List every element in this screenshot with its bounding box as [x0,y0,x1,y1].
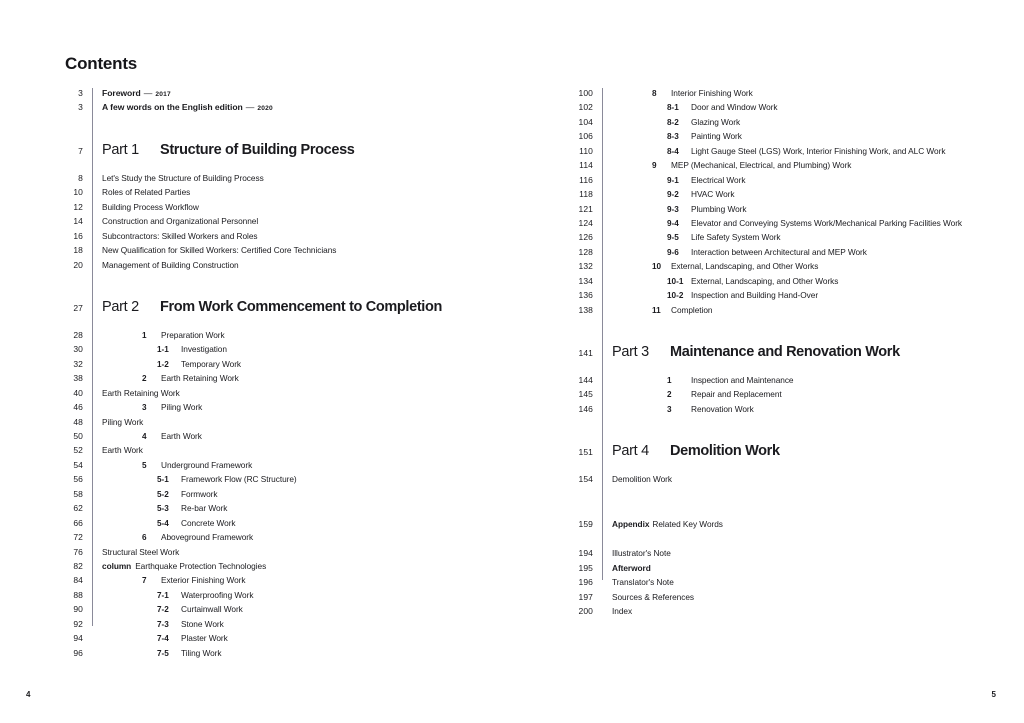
entry-label: Inspection and Maintenance [691,375,794,385]
page-number: 66 [73,517,83,528]
entry-label: Sources & References [612,591,695,602]
part-title: Structure of Building Process [160,141,355,158]
entry-number: 10-2 [667,291,684,301]
entry-number: 8 [652,89,657,98]
entry-label: Roles of Related Parties [102,187,191,198]
page-number: 154 [578,474,593,485]
page-number: 54 [73,459,83,470]
entry-label-bold: Appendix [612,518,650,529]
entry-number: 7 [142,576,147,586]
entry-label: Electrical Work [691,174,746,185]
toc-entry[interactable] [60,619,530,633]
page-number: 88 [73,589,83,600]
left-column [60,88,530,662]
toc-entry[interactable] [570,189,1000,203]
entry-label: Piling Work [102,416,144,427]
entry-label: Door and Window Work [691,102,778,113]
spacer [570,418,1000,443]
toc-entry[interactable] [60,431,530,445]
page-number: 106 [578,131,593,142]
page-number: 82 [73,560,83,571]
toc-entry[interactable] [60,260,530,274]
page-number: 136 [578,290,593,301]
toc-entry[interactable] [60,518,530,532]
entry-number: 7-1 [157,590,169,600]
toc-entry[interactable] [60,489,530,503]
page-number: 38 [73,373,83,384]
spacer [570,489,1000,504]
toc-entry[interactable] [570,474,1000,488]
entry-label: Interaction between Architectural and MEP Work [691,246,867,257]
page-number: 134 [578,275,593,286]
toc-entry[interactable] [60,561,530,575]
toc-entry[interactable] [60,216,530,230]
part-number: Part 1 [102,141,139,158]
toc-entry-english-edition-note[interactable] [60,102,530,116]
em-dash: — [143,88,153,98]
entry-number: 9-2 [667,190,679,200]
page-number: 76 [73,546,83,557]
page-number: 27 [73,302,83,313]
entry-number: 8-3 [667,132,679,142]
page-number: 62 [73,503,83,514]
entry-label: Earthquake Protection Technologies [135,560,267,571]
entry-label: Repair and Replacement [691,389,782,400]
entry-label: External, Landscaping, and Other Works [671,261,819,272]
toc-entry[interactable] [570,204,1000,218]
entry-number: 7-3 [157,619,169,629]
entry-number: 1-2 [157,359,169,369]
entry-number: 7-5 [157,648,169,658]
part-2-entry-list [60,330,530,662]
entry-year: 2017 [155,91,171,98]
entry-label: Waterproofing Work [181,589,254,600]
toc-entry-foreword[interactable] [60,88,530,102]
toc-entry[interactable] [60,330,530,344]
entry-number: 4 [142,432,147,441]
page-title: Contents [65,54,138,73]
toc-entry[interactable] [570,261,1000,275]
entry-number: 5-3 [157,504,169,514]
toc-entry[interactable] [60,575,530,589]
toc-entry[interactable] [60,187,530,201]
toc-entry[interactable] [570,563,1000,577]
entry-label: Earth Work [161,431,202,441]
entry-number: 9-3 [667,204,679,214]
entry-number: 3 [667,404,672,414]
entry-label: Management of Building Construction [102,259,239,270]
right-column [570,88,1000,620]
entry-label: Preparation Work [161,329,225,340]
folio-left: 4 [26,690,31,699]
page-number: 52 [73,445,83,456]
spacer [570,504,1000,519]
page-number: 118 [579,189,593,200]
entry-year: 2020 [257,105,273,113]
entry-label: Illustrator's Note [612,548,671,559]
toc-entry[interactable] [570,247,1000,261]
page-number: 84 [73,575,83,586]
spacer [60,274,530,299]
page-number: 132 [578,261,593,272]
entry-label: A few words on the English edition [102,102,243,113]
spacer [570,319,1000,344]
toc-entry[interactable] [60,417,530,431]
entry-label: Re-bar Work [181,503,228,514]
toc-entry[interactable] [60,604,530,618]
page-number: 3 [78,102,83,113]
page-number: 90 [73,604,83,615]
part-heading-part-2[interactable] [60,299,530,330]
entry-number: 9-6 [667,247,679,257]
page-number: 18 [73,245,83,256]
page-number: 50 [73,431,83,441]
entry-number: 11 [652,305,661,315]
part-number: Part 2 [102,298,139,315]
entry-number: 1 [667,376,672,385]
entry-number: 9 [652,161,657,171]
page-number: 196 [578,577,593,588]
page-number: 48 [73,416,83,427]
entry-number: 8-1 [667,103,679,113]
part-2-continued-list [570,88,1000,319]
page-number: 46 [73,402,83,413]
entry-label: Inspection and Building Hand-Over [691,290,819,301]
toc-entry[interactable] [570,290,1000,304]
folio-right: 5 [991,690,996,699]
entry-label: Curtainwall Work [181,604,243,615]
toc-entry[interactable] [570,606,1000,620]
entry-label: Stone Work [181,618,224,629]
entry-label: Renovation Work [691,403,754,414]
toc-entry[interactable] [60,373,530,387]
entry-label: Subcontractors: Skilled Workers and Roles [102,230,258,241]
entry-number: 9-5 [667,233,679,243]
entry-number: 3 [142,403,147,413]
page-number: 8 [78,172,83,183]
toc-entry[interactable] [60,202,530,216]
toc-entry[interactable] [60,648,530,662]
part-number: Part 4 [612,443,649,460]
entry-label: Foreword [102,88,141,98]
part-title: Demolition Work [670,443,780,460]
toc-entry[interactable] [570,519,1000,533]
entry-label: Life Safety System Work [691,232,781,243]
toc-entry[interactable] [570,592,1000,606]
entry-number: 2 [142,374,147,384]
entry-label: Interior Finishing Work [671,88,753,98]
entry-number: 1 [142,330,147,340]
page-number: 30 [73,344,83,355]
part-number: Part 3 [612,344,649,360]
entry-number: 5 [142,460,147,470]
toc-entry[interactable] [570,375,1000,389]
toc-entry[interactable] [570,175,1000,189]
entry-label: Earth Retaining Work [102,387,180,398]
entry-label: Related Key Words [652,518,723,529]
entry-number: 6 [142,533,147,543]
page-number: 72 [73,532,83,543]
entry-label: Plumbing Work [691,203,747,214]
em-dash: — [245,102,255,113]
page-number: 159 [578,518,593,529]
entry-label: Temporary Work [181,358,242,369]
toc-entry[interactable] [60,633,530,647]
page-number: 195 [578,562,593,573]
toc-entry[interactable] [60,590,530,604]
toc-entry[interactable] [570,146,1000,160]
entry-label: Structural Steel Work [102,546,180,557]
entry-label: Index [612,605,633,616]
page-number: 16 [73,230,83,241]
page-number: 126 [578,232,593,243]
page-number: 128 [578,246,593,257]
page-number: 138 [578,304,593,315]
entry-number: 7-2 [157,605,169,615]
entry-number: 10-1 [667,276,684,286]
page-number: 3 [78,88,83,98]
entry-number: 2 [667,390,672,400]
entry-label: Investigation [181,344,227,355]
toc-entry[interactable] [60,503,530,517]
page-number: 200 [578,605,593,616]
toc-entry[interactable] [60,388,530,402]
page-number: 141 [578,348,593,358]
part-heading-part-3[interactable] [570,344,1000,375]
toc-entry[interactable] [60,173,530,187]
entry-number: 10 [652,262,662,272]
toc-entry[interactable] [570,131,1000,145]
page-number: 121 [578,203,593,214]
toc-entry[interactable] [60,547,530,561]
entry-label: Demolition Work [612,474,672,485]
page-number: 104 [578,116,593,127]
entry-label: Piling Work [161,402,203,413]
entry-number: 8-4 [667,146,679,156]
part-title: From Work Commencement to Completion [160,298,442,315]
toc-entry[interactable] [570,404,1000,418]
page-number: 7 [78,145,83,156]
page-number: 10 [73,187,83,198]
toc-entry[interactable] [570,389,1000,403]
entry-label: MEP (Mechanical, Electrical, and Plumbing) Work [671,160,852,171]
entry-label: External, Landscaping, and Other Works [691,275,839,286]
entry-label: Formwork [181,488,218,499]
page-number: 40 [73,387,83,398]
entry-number: 1-1 [157,345,169,355]
entry-number: 5-4 [157,518,169,528]
page-number: 144 [578,375,593,385]
page-number: 151 [578,447,593,458]
toc-entry[interactable] [60,445,530,459]
page-number: 14 [73,216,83,227]
page-number: 100 [578,88,593,98]
toc-entry[interactable] [60,231,530,245]
page-number: 94 [73,633,83,644]
entry-label: New Qualification for Skilled Workers: Certified Core Technicians [102,245,337,256]
entry-label: HVAC Work [691,189,735,200]
page-number: 58 [73,488,83,499]
entry-label: Plaster Work [181,633,228,644]
entry-label: Completion [671,304,713,315]
toc-entry[interactable] [570,102,1000,116]
entry-label: Framework Flow (RC Structure) [181,474,297,485]
toc-entry[interactable] [570,276,1000,290]
page-number: 116 [579,174,593,185]
entry-label: Aboveground Framework [161,532,254,543]
entry-label: Glazing Work [691,116,741,127]
entry-label: Earth Retaining Work [161,373,239,384]
entry-label: Underground Framework [161,459,253,470]
toc-entry[interactable] [570,88,1000,102]
entry-label: Construction and Organizational Personnel [102,216,259,227]
page-number: 28 [73,329,83,340]
entry-label: Building Process Workflow [102,201,199,212]
back-matter-list [570,504,1000,621]
toc-entry[interactable] [570,160,1000,174]
toc-entry[interactable] [570,548,1000,562]
part-heading-part-4[interactable] [570,443,1000,474]
entry-label-bold: Afterword [612,562,651,573]
entry-tag: column [102,560,132,571]
page-number: 124 [578,217,593,228]
toc-entry[interactable] [570,305,1000,319]
toc-entry[interactable] [60,245,530,259]
page-number: 197 [578,591,593,602]
entry-number: 9-1 [667,175,679,185]
entry-label: Concrete Work [181,517,236,528]
entry-label: Translator's Note [612,577,674,588]
entry-label: Elevator and Conveying Systems Work/Mechanical Parking Facilities Work [691,217,963,228]
toc-entry[interactable] [60,532,530,546]
entry-number: 7-4 [157,634,169,644]
page-number: 146 [578,403,593,414]
entry-label: Earth Work [102,445,143,456]
entry-label: Painting Work [691,131,742,142]
toc-entry[interactable] [570,577,1000,591]
page-number: 102 [578,102,593,113]
page-number: 12 [73,201,83,212]
toc-entry[interactable] [60,474,530,488]
entry-label: Light Gauge Steel (LGS) Work, Interior Finishing Work, and ALC Work [691,145,946,156]
page-number: 20 [73,259,83,270]
spacer [60,117,530,142]
toc-entry[interactable] [60,402,530,416]
entry-label: Exterior Finishing Work [161,575,246,586]
toc-entry[interactable] [570,218,1000,232]
spacer [570,533,1000,548]
page-number: 56 [73,474,83,485]
page-number: 92 [73,618,83,629]
entry-number: 8-2 [667,117,679,127]
part-heading-part-1[interactable] [60,142,530,173]
toc-entry[interactable] [570,117,1000,131]
page-number: 194 [578,548,593,559]
page-number: 145 [578,389,593,400]
entry-number: 5-2 [157,489,169,499]
page-number: 114 [579,160,593,171]
toc-entry[interactable] [60,344,530,358]
entry-number: 9-4 [667,218,679,228]
page-number: 96 [73,647,83,658]
entry-label: Tiling Work [181,647,222,658]
toc-entry[interactable] [60,359,530,373]
toc-entry[interactable] [60,460,530,474]
entry-label: Let's Study the Structure of Building Process [102,172,264,183]
part-title: Maintenance and Renovation Work [670,344,900,360]
toc-entry[interactable] [570,232,1000,246]
page-number: 32 [73,358,83,369]
entry-number: 5-1 [157,475,169,485]
page-number: 110 [579,145,593,156]
